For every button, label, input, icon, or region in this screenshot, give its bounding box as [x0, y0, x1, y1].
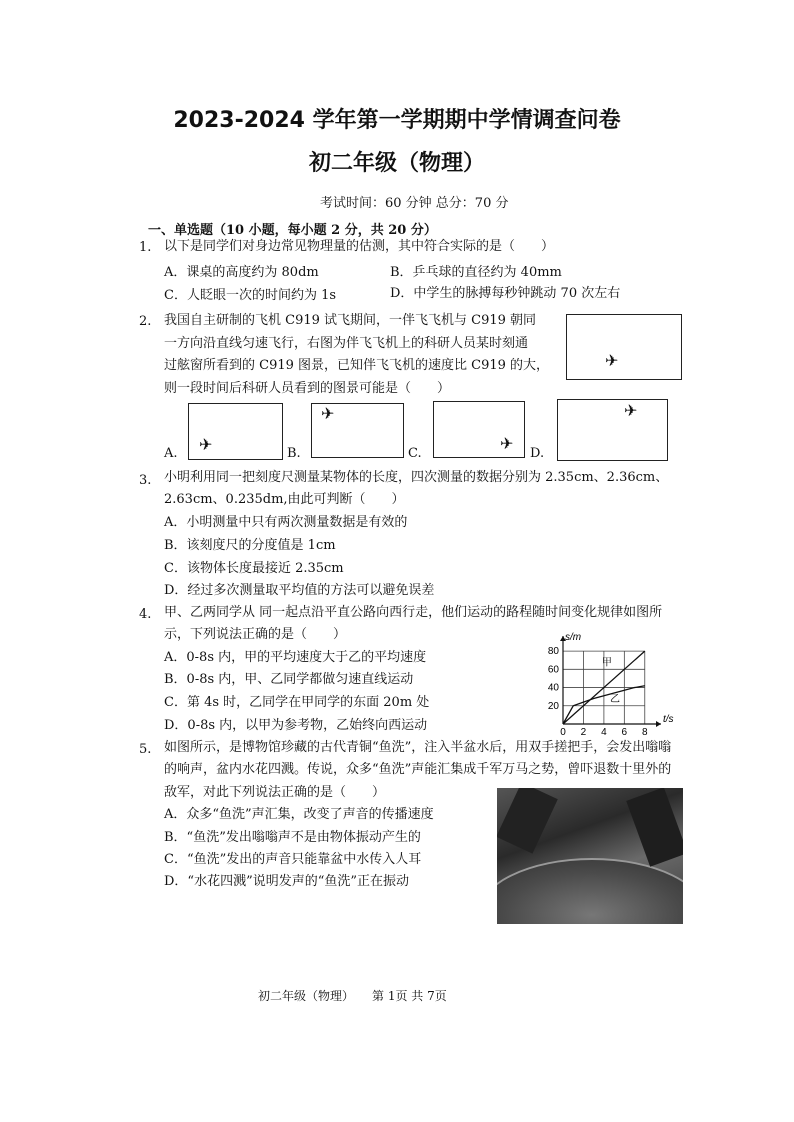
q1-option-b: B．乒乓球的直径约为 40mm: [390, 265, 562, 280]
q2-option-d-figure: [557, 399, 668, 461]
left-hand-shape: [497, 788, 558, 854]
q5-line-1: 如图所示，是博物馆珍藏的古代青铜“鱼洗”，注入半盆水后，用双手搓把手，会发出嗡嗡: [164, 740, 672, 755]
q5-line-3: 敌军，对此下列说法正确的是（ ）: [164, 785, 386, 800]
x-tick-label: 4: [601, 727, 607, 738]
q2-number: 2.: [139, 314, 152, 329]
q3-option-a: A．小明测量中只有两次测量数据是有效的: [164, 515, 408, 530]
q3-option-c: C．该物体长度最接近 2.35cm: [164, 561, 344, 576]
x-axis-arrow: [656, 721, 661, 727]
q4-option-d: D．0-8s 内，以甲为参考物，乙始终向西运动: [164, 718, 428, 733]
q2-option-a-figure: [188, 403, 283, 460]
airplane-icon: ✈: [624, 401, 638, 420]
q2-option-a-label: A.: [164, 446, 178, 461]
q2-option-c-label: C.: [408, 446, 422, 461]
y-tick-label: 60: [547, 664, 559, 676]
q5-option-b: B．“鱼洗”发出嗡嗡声不是由物体振动产生的: [164, 830, 421, 845]
q5-option-a: A．众多“鱼洗”声汇集，改变了声音的传播速度: [164, 807, 434, 822]
y-tick-label: 20: [547, 700, 559, 712]
y-tick-label: 40: [547, 682, 559, 694]
q4-line-2: 示，下列说法正确的是（ ）: [164, 627, 347, 642]
q2-line-4: 则一段时间后科研人员看到的图景可能是（ ）: [164, 381, 451, 396]
airplane-icon: ✈: [321, 404, 335, 423]
exam-title: 2023-2024 学年第一学期期中学情调查问卷: [173, 108, 621, 133]
q1-option-a: A．课桌的高度约为 80dm: [164, 265, 319, 280]
q5-line-2: 的响声，盆内水花四溅。传说，众多“鱼洗”声能汇集成千军万马之势，曾吓退数十里外的: [164, 762, 672, 777]
q3-number: 3.: [139, 473, 152, 488]
q4-option-c: C．第 4s 时，乙同学在甲同学的东面 20m 处: [164, 695, 430, 710]
airplane-icon: ✈: [199, 435, 213, 454]
airplane-icon: ✈: [605, 351, 619, 370]
bronze-basin-photo: [497, 788, 683, 924]
x-tick-label: 2: [580, 727, 587, 738]
airplane-icon: ✈: [500, 434, 514, 453]
q2-line-1: 我国自主研制的飞机 C919 试飞期间，一伴飞飞机与 C919 朝同: [164, 313, 537, 328]
q5-number: 5.: [139, 742, 152, 757]
y-axis-label: s/m: [565, 632, 582, 643]
x-tick-label: 6: [621, 727, 628, 738]
q2-line-3: 过舷窗所看到的 C919 图景，已知伴飞飞机的速度比 C919 的大，: [164, 358, 550, 373]
q1-option-c: C．人眨眼一次的时间约为 1s: [164, 288, 337, 303]
x-axis-label: t/s: [663, 714, 674, 725]
series-label: 乙: [610, 694, 621, 706]
q2-line-2: 一方向沿直线匀速飞行，右图为伴飞飞机上的科研人员某时刻通: [164, 336, 529, 351]
q5-option-c: C．“鱼洗”发出的声音只能靠盆中水传入人耳: [164, 852, 422, 867]
section-heading: 一、单选题（10 小题，每小题 2 分，共 20 分）: [148, 223, 437, 238]
q4-line-1: 甲、乙两同学从 同一起点沿平直公路向西行走，他们运动的路程随时间变化规律如图所: [164, 605, 663, 620]
q2-option-c-figure: [433, 401, 525, 458]
series-label: 甲: [601, 657, 612, 669]
exam-info: 考试时间：60 分钟 总分：70 分: [320, 196, 509, 211]
q3-option-d: D．经过多次测量取平均值的方法可以避免误差: [164, 583, 435, 598]
page-footer: 初二年级（物理） 第 1页 共 7页: [258, 989, 447, 1003]
right-hand-shape: [626, 788, 683, 867]
x-tick-label: 0: [560, 727, 566, 738]
q4-option-b: B．0-8s 内，甲、乙同学都做匀速直线运动: [164, 672, 414, 687]
q3-line-2: 2.63cm、0.235dm,由此可判断（ ）: [164, 492, 405, 507]
q2-option-b-figure: [311, 403, 404, 458]
q2-option-b-label: B.: [287, 446, 301, 461]
q1-number: 1.: [139, 240, 152, 255]
q3-option-b: B．该刻度尺的分度值是 1cm: [164, 538, 336, 553]
q3-line-1: 小明利用同一把刻度尺测量某物体的长度，四次测量的数据分别为 2.35cm、2.36cm、: [164, 470, 669, 485]
y-tick-label: 80: [547, 646, 559, 658]
q1-option-d: D．中学生的脉搏每秒钟跳动 70 次左右: [390, 286, 621, 301]
q4-option-a: A．0-8s 内，甲的平均速度大于乙的平均速度: [164, 650, 427, 665]
exam-subtitle: 初二年级（物理）: [308, 151, 485, 176]
x-tick-label: 8: [641, 727, 648, 738]
q2-option-d-label: D.: [530, 446, 545, 461]
basin-shape: [497, 858, 683, 924]
q2-window-figure: [566, 314, 682, 380]
distance-time-chart: [535, 626, 675, 738]
q4-number: 4.: [139, 607, 152, 622]
q5-option-d: D．“水花四溅”说明发声的“鱼洗”正在振动: [164, 874, 410, 889]
q1-stem: 以下是同学们对身边常见物理量的估测，其中符合实际的是（ ）: [164, 239, 555, 254]
